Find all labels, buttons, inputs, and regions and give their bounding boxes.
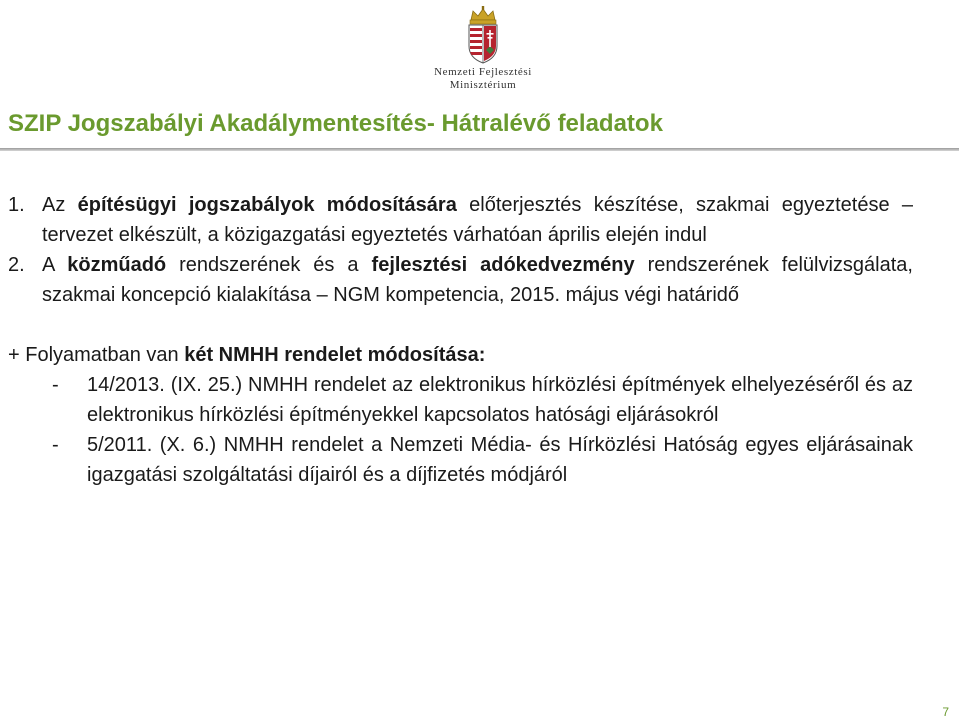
slide-title: SZIP Jogszabályi Akadálymentesítés- Hátralévő feladatok — [8, 110, 663, 137]
item-text: rendszerének és a — [166, 254, 372, 276]
dash-marker: - — [52, 434, 59, 456]
page-number: 7 — [942, 705, 949, 719]
list-item-1 — [8, 190, 913, 250]
item-text: A — [42, 254, 68, 276]
list-number: 1. — [8, 194, 25, 216]
regulation-text: 5/2011. (X. 6.) NMHH rendelet a Nemzeti Média- és Hírközlési Hatóság egyes eljárásainak igazgatási szolgáltatási díjairól és a díjfizetés módjáról — [87, 434, 913, 486]
in-progress-prefix: + Folyamatban van — [8, 344, 185, 366]
title-divider — [0, 148, 959, 151]
in-progress-line — [8, 340, 913, 370]
regulation-text: 14/2013. (IX. 25.) NMHH rendelet az elektronikus hírközlési építmények elhelyezéséről és az elektronikus hírközlési építményekkel kapcsolatos hatósági eljárásokról — [87, 374, 913, 426]
list-item-2 — [8, 250, 913, 310]
item-bold-text: közműadó — [67, 254, 167, 276]
regulation-item-2 — [8, 430, 913, 490]
item-bold-text: építésügyi jogszabályok módosítására — [77, 194, 457, 216]
spacer — [8, 310, 913, 340]
slide-content — [8, 190, 913, 490]
item-bold-text: fejlesztési adókedvezmény — [371, 254, 635, 276]
coat-of-arms-icon — [463, 6, 503, 64]
regulation-item-1 — [8, 370, 913, 430]
item-text: Az — [42, 194, 78, 216]
item-text: előterjesztés készítése, szakmai egyeztetése – tervezet elkészült, a közigazgatási egyeztetés várhatóan április elején indul — [42, 194, 913, 246]
list-number: 2. — [8, 254, 25, 276]
dash-marker: - — [52, 374, 59, 396]
in-progress-bold: két NMHH rendelet módosítása: — [184, 344, 486, 366]
logo-line-2: Minisztérium — [449, 79, 517, 91]
ministry-logo — [418, 6, 548, 92]
logo-line-1: Nemzeti Fejlesztési — [434, 66, 532, 78]
item-text: rendszerének felülvizsgálata, szakmai koncepció kialakítása – NGM kompetencia, 2015. május végi határidő — [42, 254, 913, 306]
